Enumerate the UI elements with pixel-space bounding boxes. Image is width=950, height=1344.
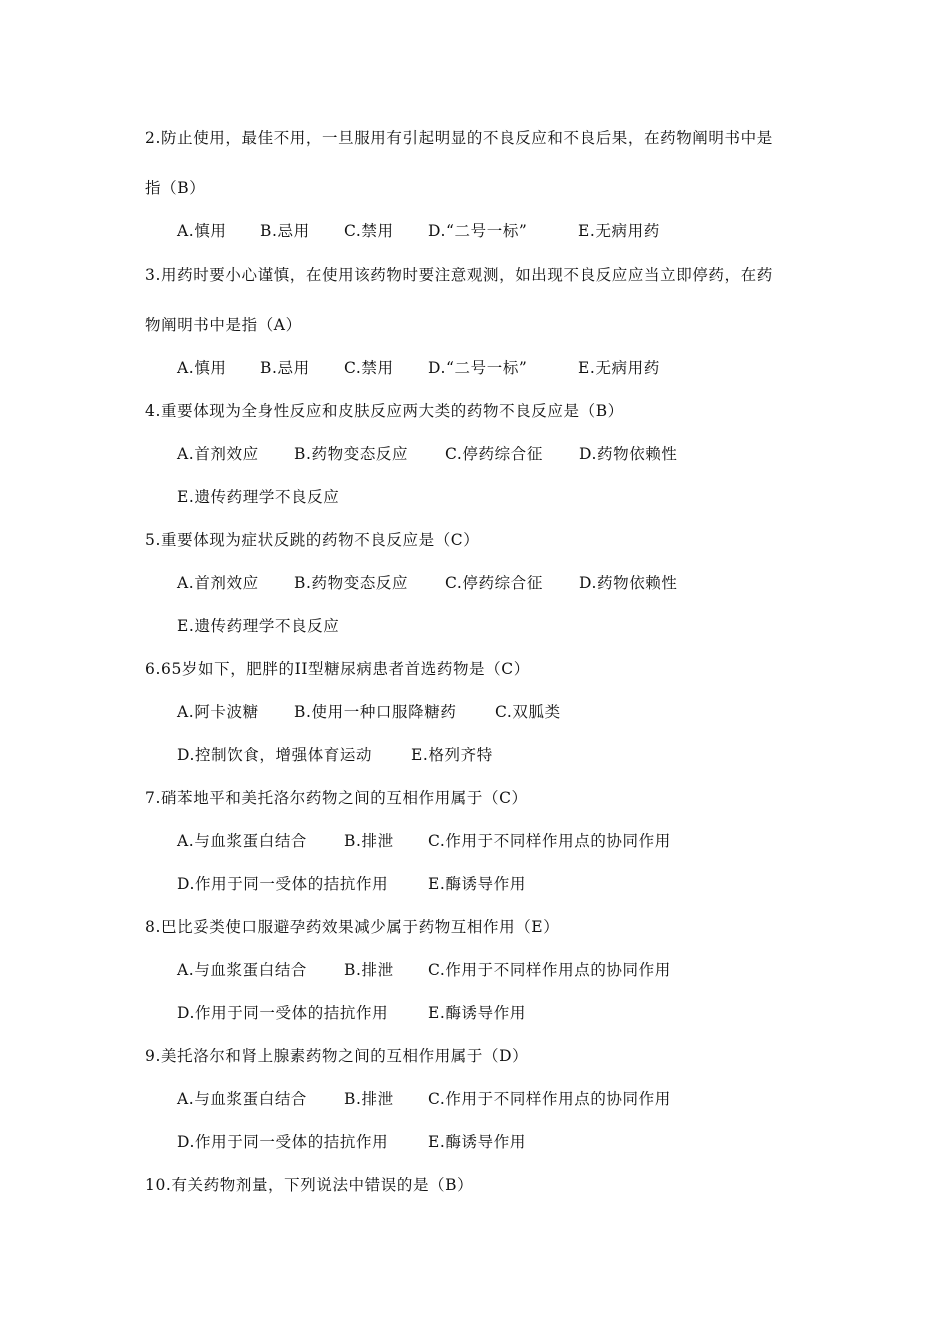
option-d: D.“二号一标” (428, 222, 528, 240)
option-e: E.遗传药理学不良反应 (177, 617, 340, 635)
option-d: D.作用于同一受体的拮抗作用 (177, 875, 389, 893)
option-d: D.作用于同一受体的拮抗作用 (177, 1004, 389, 1022)
option-b: B.使用一种口服降糖药 (294, 703, 457, 721)
option-e: E.酶诱导作用 (428, 1133, 526, 1151)
option-c: C.停药综合征 (445, 574, 543, 592)
question-2-stem-line-2: 指（B） (145, 179, 206, 197)
option-a: A.慎用 (177, 222, 227, 240)
question-2-stem-line-1: 2.防止使用，最佳不用，一旦服用有引起明显的不良反应和不良后果，在药物阐明书中是 (145, 129, 773, 147)
question-3-stem-line-1: 3.用药时要小心谨慎，在使用该药物时要注意观测，如出现不良反应应当立即停药，在药 (145, 266, 773, 284)
question-10-stem: 10.有关药物剂量，下列说法中错误的是（B） (145, 1176, 474, 1194)
option-d: D.控制饮食，增强体育运动 (177, 746, 373, 764)
option-c: C.停药综合征 (445, 445, 543, 463)
option-c: C.禁用 (344, 359, 394, 377)
question-4-stem: 4.重要体现为全身性反应和皮肤反应两大类的药物不良反应是（B） (145, 402, 624, 420)
option-e: E.酶诱导作用 (428, 1004, 526, 1022)
option-a: A.首剂效应 (177, 574, 259, 592)
option-c: C.双胍类 (495, 703, 561, 721)
option-a: A.阿卡波糖 (177, 703, 259, 721)
option-d: D.作用于同一受体的拮抗作用 (177, 1133, 389, 1151)
option-b: B.忌用 (260, 222, 310, 240)
option-c: C.禁用 (344, 222, 394, 240)
option-e: E.遗传药理学不良反应 (177, 488, 340, 506)
option-b: B.忌用 (260, 359, 310, 377)
option-c: C.作用于不同样作用点的协同作用 (428, 832, 671, 850)
question-9-stem: 9.美托洛尔和肾上腺素药物之间的互相作用属于（D） (145, 1047, 529, 1065)
option-b: B.药物变态反应 (294, 574, 409, 592)
option-a: A.与血浆蛋白结合 (177, 961, 308, 979)
option-d: D.“二号一标” (428, 359, 528, 377)
option-a: A.与血浆蛋白结合 (177, 832, 308, 850)
option-b: B.排泄 (344, 1090, 394, 1108)
option-b: B.排泄 (344, 832, 394, 850)
question-6-stem: 6.65岁如下，肥胖的II型糖尿病患者首选药物是（C） (145, 660, 530, 678)
question-3-stem-line-2: 物阐明书中是指（A） (145, 316, 302, 334)
option-b: B.药物变态反应 (294, 445, 409, 463)
question-8-stem: 8.巴比妥类使口服避孕药效果减少属于药物互相作用（E） (145, 918, 560, 936)
option-e: E.无病用药 (578, 222, 660, 240)
option-a: A.慎用 (177, 359, 227, 377)
option-e: E.酶诱导作用 (428, 875, 526, 893)
option-a: A.与血浆蛋白结合 (177, 1090, 308, 1108)
option-c: C.作用于不同样作用点的协同作用 (428, 961, 671, 979)
option-e: E.无病用药 (578, 359, 660, 377)
question-5-stem: 5.重要体现为症状反跳的药物不良反应是（C） (145, 531, 480, 549)
option-d: D.药物依赖性 (579, 445, 678, 463)
option-e: E.格列齐特 (411, 746, 493, 764)
option-c: C.作用于不同样作用点的协同作用 (428, 1090, 671, 1108)
option-b: B.排泄 (344, 961, 394, 979)
option-d: D.药物依赖性 (579, 574, 678, 592)
option-a: A.首剂效应 (177, 445, 259, 463)
question-7-stem: 7.硝苯地平和美托洛尔药物之间的互相作用属于（C） (145, 789, 528, 807)
